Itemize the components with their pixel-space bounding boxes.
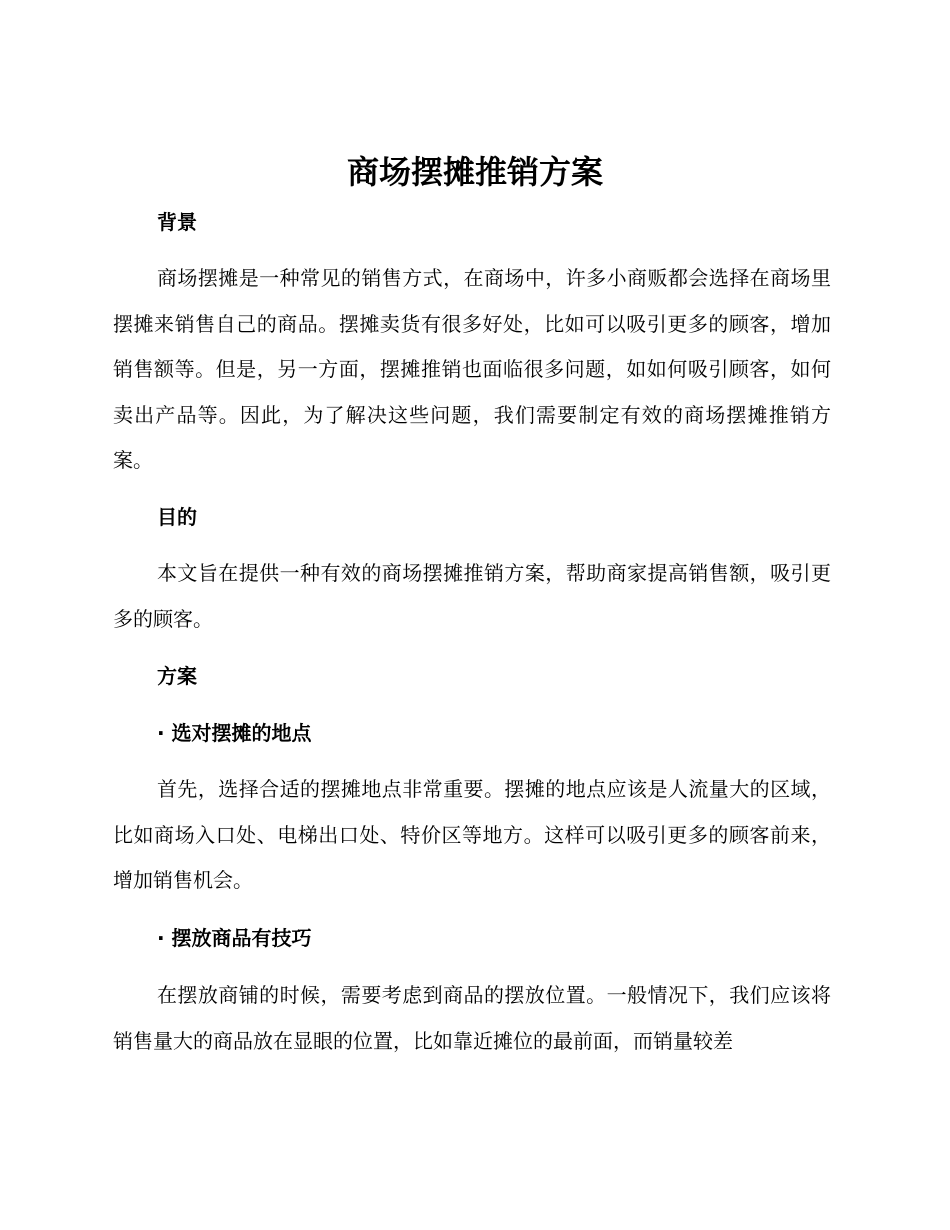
paragraph-background: 商场摆摊是一种常见的销售方式，在商场中，许多小商贩都会选择在商场里摆摊来销售自己的商品。摆摊卖货有很多好处，比如可以吸引更多的顾客，增加销售额等。但是，另一方面，摆摊推销也面临很多问题，如如何吸引顾客，如何卖出产品等。因此，为了解决这些问题，我们需要制定有效的商场摆摊推销方案。 bbox=[113, 266, 831, 472]
section-heading-background: 背景 bbox=[157, 210, 197, 234]
paragraph-location: 首先，选择合适的摆摊地点非常重要。摆摊的地点应该是人流量大的区域，比如商场入口处、电梯出口处、特价区等地方。这样可以吸引更多的顾客前来，增加销售机会。 bbox=[113, 777, 831, 892]
paragraph-purpose: 本文旨在提供一种有效的商场摆摊推销方案，帮助商家提高销售额，吸引更多的顾客。 bbox=[113, 561, 831, 631]
section-heading-purpose: 目的 bbox=[157, 505, 197, 529]
paragraph-display: 在摆放商铺的时候，需要考虑到商品的摆放位置。一般情况下，我们应该将销售量大的商品放在显眼的位置，比如靠近摊位的最前面，而销量较差 bbox=[113, 983, 831, 1053]
subheading-display: · 摆放商品有技巧 bbox=[157, 926, 312, 950]
document-title: 商场摆摊推销方案 bbox=[346, 153, 603, 191]
section-heading-plan: 方案 bbox=[157, 664, 197, 688]
subheading-location: · 选对摆摊的地点 bbox=[157, 721, 312, 745]
